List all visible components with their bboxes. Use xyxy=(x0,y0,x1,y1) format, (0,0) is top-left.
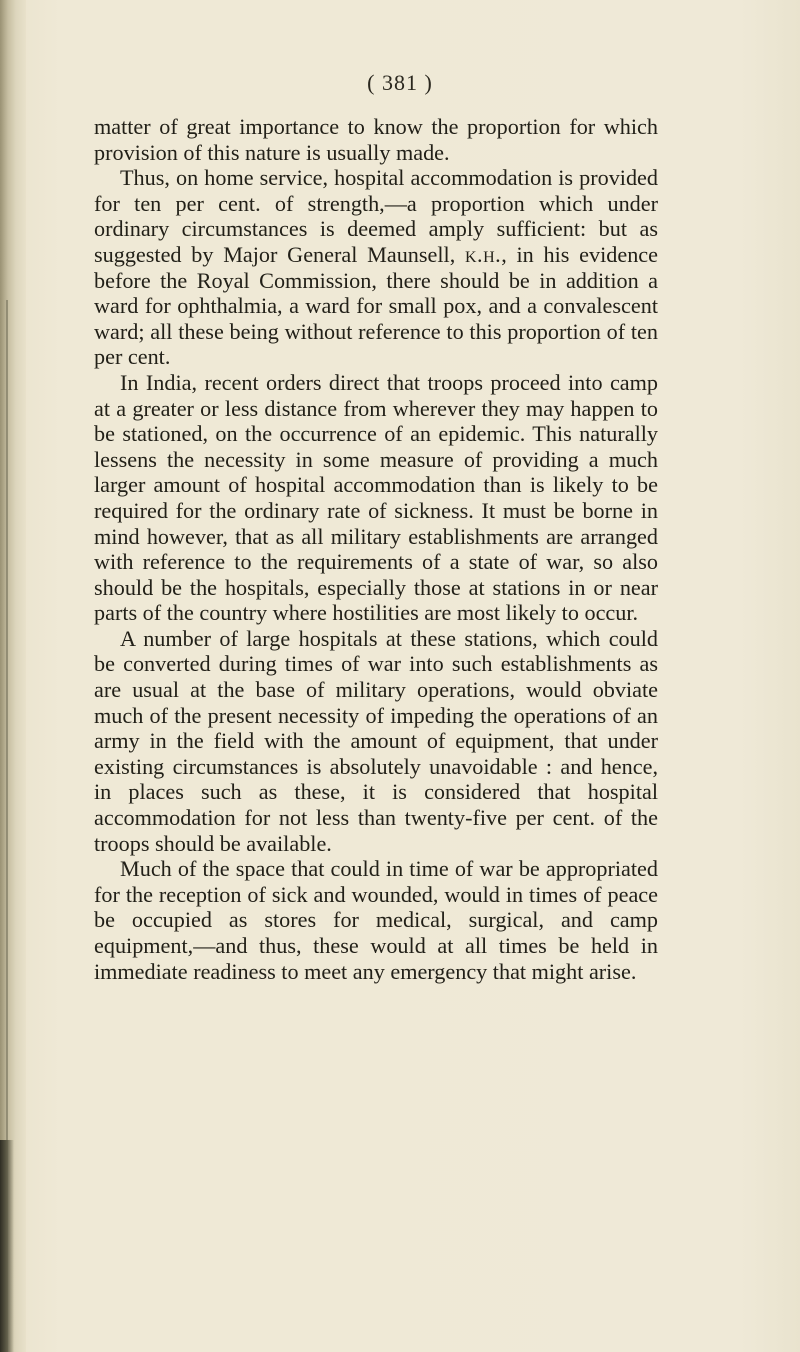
body-text xyxy=(94,114,658,984)
paragraph-4: A number of large hospitals at these stations, which could be converted during times of war into such establishments as are usual at the base of military operations, would obviate much of the present necessity of impeding the operations of an army in the field with the amount of equipment, that under existing circumstances is absolutely unavoidable : and hence, in places such as these, it is considered that hospital accommodation for not less than twenty-five per cent. of the troops should be available. xyxy=(94,625,658,856)
book-gutter xyxy=(0,0,26,1352)
paragraph-5: Much of the space that could in time of war be appropriated for the reception of sick and wounded, would in times of peace be occupied as stores for medical, surgical, and camp equipment,—and thus, these would at all times be held in immediate readiness to meet any emergency that might arise. xyxy=(94,856,658,984)
honorific-abbreviation: k.h. xyxy=(465,241,502,267)
paragraph-2 xyxy=(94,165,658,370)
gutter-shadow xyxy=(0,1140,14,1352)
paragraph-2-part-2: , in his evidence before the Royal Commission, there should be in addition a ward for ophthalmia, a ward for small pox, and a convalescent ward; all these being without reference to this proportion of ten per cent. xyxy=(94,241,658,370)
paragraph-1: matter of great importance to know the proportion for which provision of this nature is usually made. xyxy=(94,114,658,165)
paragraph-3: In India, recent orders direct that troops proceed into camp at a greater or less distance from wherever they may happen to be stationed, on the occurrence of an epidemic. This naturally lessens the necessity in some measure of providing a much larger amount of hospital accommodation than is likely to be required for the ordinary rate of sickness. It must be borne in mind however, that as all military establishments are arranged with reference to the requirements of a state of war, so also should be the hospitals, especially those at stations in or near parts of the country where hostilities are most likely to occur. xyxy=(94,369,658,626)
paragraph-2-part-1: Thus, on home service, hospital accommodation is provided for ten per cent. of strength,—a proportion which under ordinary circumstances is deemed amply sufficient: but as suggested by Major General Maunsell, xyxy=(94,165,658,267)
page-number: ( 381 ) xyxy=(367,70,433,95)
